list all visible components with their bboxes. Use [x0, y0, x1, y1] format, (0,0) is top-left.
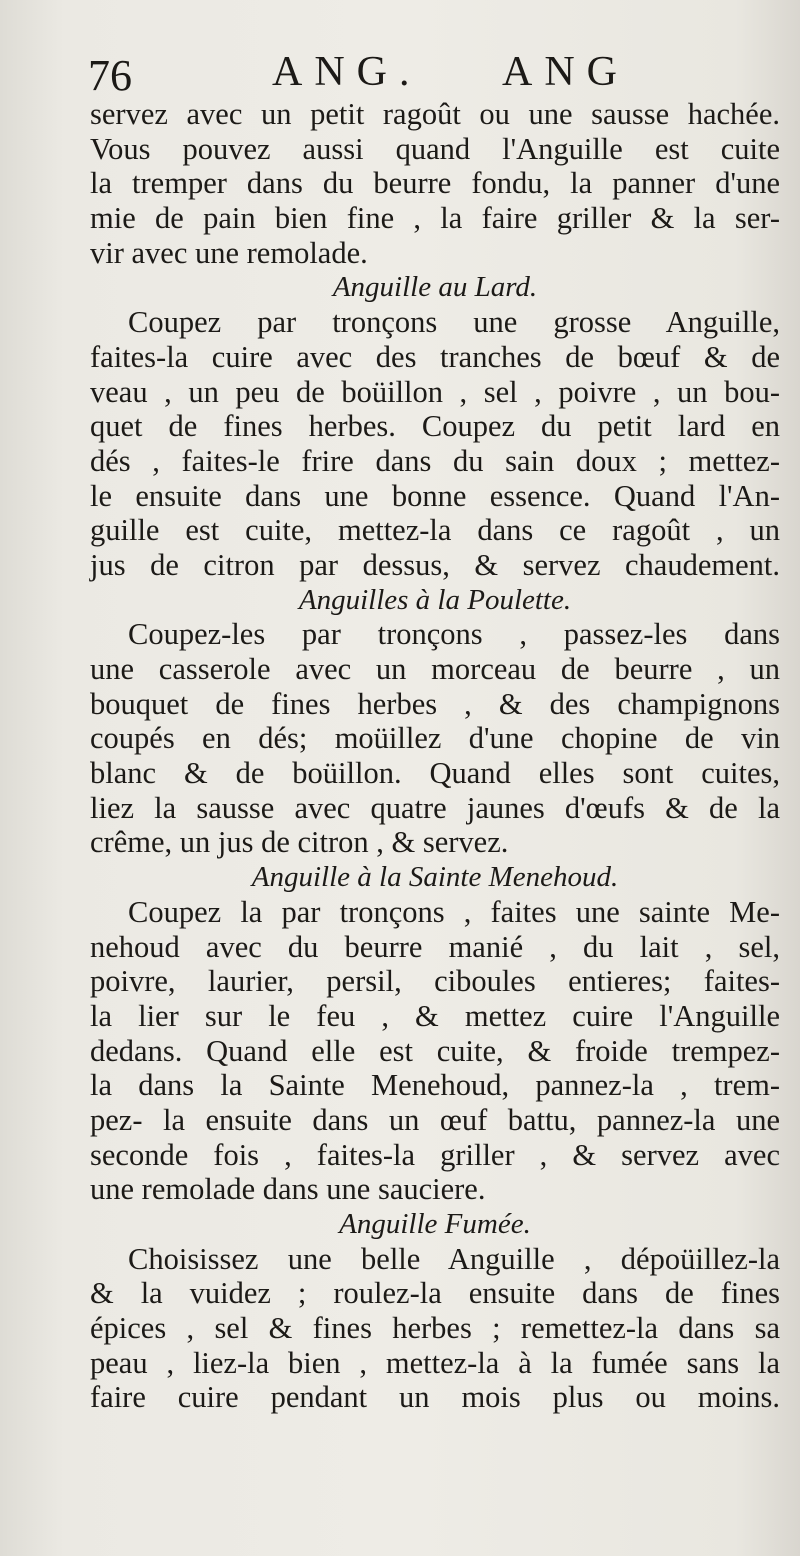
page-header: [88, 48, 648, 98]
text-line: jus de citron par dessus, & servez chaudement.: [90, 547, 780, 582]
recipe-title: Anguilles à la Poulette.: [298, 583, 572, 616]
text-line: faire cuire pendant un mois plus ou moins.: [90, 1380, 780, 1415]
text-line: crême, un jus de citron , & servez.: [90, 825, 509, 860]
page-number: 76: [88, 51, 132, 100]
text-line: la dans la Sainte Menehoud, pannez-la , trem-: [90, 1068, 780, 1103]
recipe-title: Anguille au Lard.: [332, 271, 538, 304]
text-line: une remolade dans une sauciere.: [90, 1172, 486, 1207]
text-line: Coupez-les par tronçons , passez-les dans: [128, 617, 780, 652]
text-line: guille est cuite, mettez-la dans ce ragoût , un: [90, 513, 780, 548]
text-line: la lier sur le feu , & mettez cuire l'Anguille: [90, 998, 780, 1033]
text-line: seconde fois , faites-la griller , & servez avec: [90, 1137, 780, 1172]
text-line: mie de pain bien fine , la faire griller & la ser-: [90, 201, 780, 236]
text-line: Choisissez une belle Anguille , dépoüillez-la: [128, 1241, 780, 1276]
running-head-left: ANG.: [272, 49, 422, 95]
text-line: Coupez par tronçons une grosse Anguille,: [128, 305, 780, 340]
text-line: & la vuidez ; roulez-la ensuite dans de fines: [90, 1276, 780, 1311]
text-line: le ensuite dans une bonne essence. Quand l'An-: [90, 478, 780, 513]
text-line: peau , liez-la bien , mettez-la à la fumée sans la: [90, 1345, 780, 1380]
text-line: bouquet de fines herbes , & des champignons: [90, 686, 780, 721]
text-line: vir avec une remolade.: [90, 235, 368, 270]
text-line: la tremper dans du beurre fondu, la panner d'une: [90, 166, 780, 201]
text-line: quet de fines herbes. Coupez du petit lard en: [90, 409, 780, 444]
text-line: dés , faites-le frire dans du sain doux ; mettez-: [90, 443, 780, 478]
text-line: une casserole avec un morceau de beurre , un: [90, 652, 780, 686]
text-line: blanc & de boüillon. Quand elles sont cuites,: [90, 756, 780, 791]
text-line: dedans. Quand elle est cuite, & froide trempez-: [90, 1033, 780, 1068]
text-line: pez- la ensuite dans un œuf battu, pannez-la une: [90, 1102, 780, 1137]
recipe-title: Anguille Fumée.: [339, 1208, 531, 1240]
text-line: servez avec un petit ragoût ou une sausse hachée.: [90, 97, 780, 131]
text-line: liez la sausse avec quatre jaunes d'œufs & de la: [90, 790, 780, 825]
text-line: faites-la cuire avec des tranches de bœuf & de: [90, 339, 780, 374]
text-line: épices , sel & fines herbes ; remettez-la dans sa: [90, 1311, 780, 1346]
text-line: nehoud avec du beurre manié , du lait , sel,: [90, 929, 780, 964]
running-head-right: ANG: [502, 49, 629, 95]
recipe-title: Anguille à la Sainte Menehoud.: [251, 861, 619, 894]
text-line: veau , un peu de boüillon , sel , poivre , un bou-: [90, 374, 780, 409]
body-text: [90, 97, 780, 1415]
text-line: Coupez la par tronçons , faites une sainte Me-: [128, 894, 780, 929]
text-line: Vous pouvez aussi quand l'Anguille est cuite: [90, 131, 780, 166]
text-line: coupés en dés; moüillez d'une chopine de vin: [90, 721, 780, 756]
text-line: poivre, laurier, persil, ciboules entieres; faites-: [90, 964, 780, 999]
